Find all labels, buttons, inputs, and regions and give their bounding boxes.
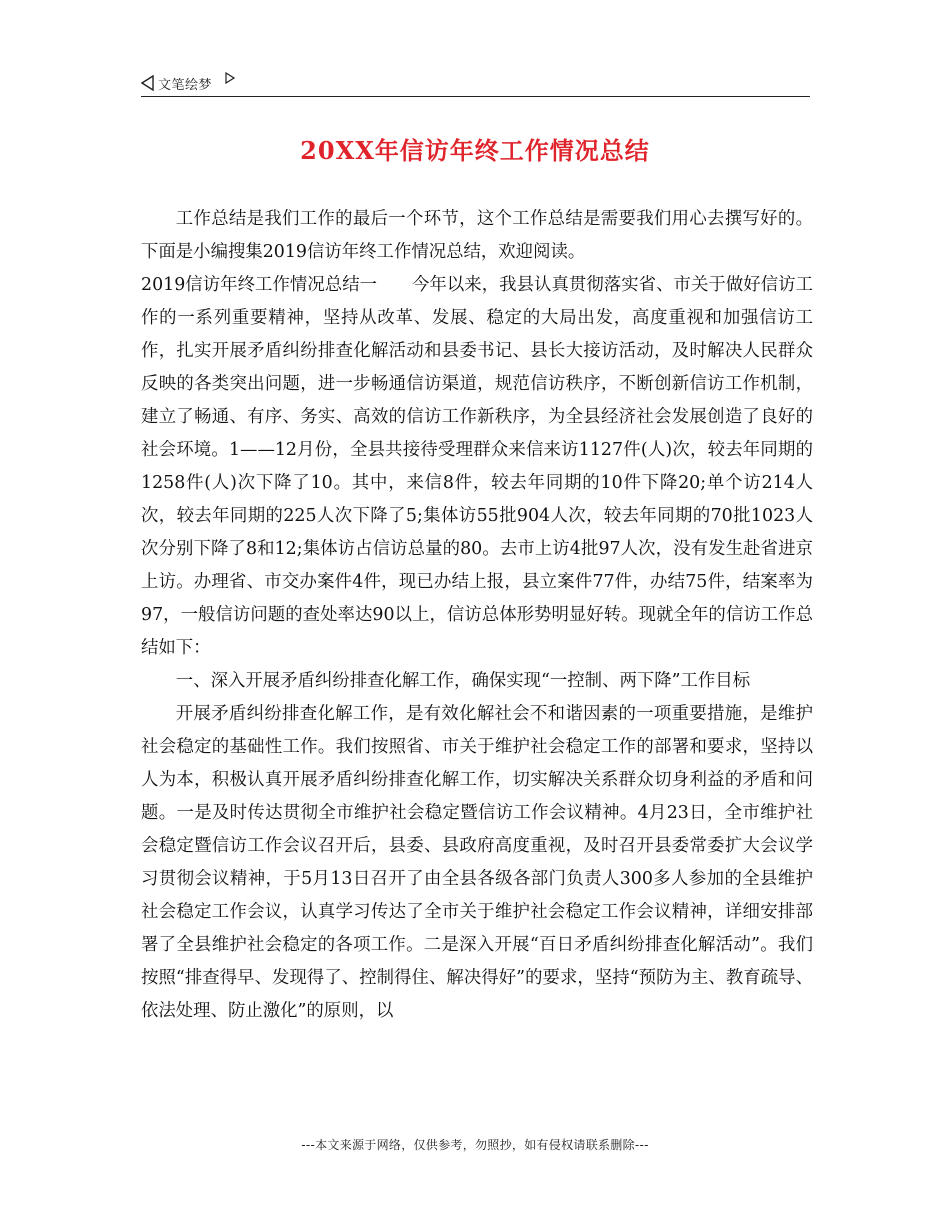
document-body — [141, 203, 813, 1028]
document-title: 20XX年信访年终工作情况总结 — [300, 136, 650, 165]
triangle-left-outline-icon — [141, 75, 155, 91]
summary-paragraph: 2019信访年终工作情况总结一 今年以来，我县认真贯彻落实省、市关于做好信访工作的一系列重要精神，坚持从改革、发展、稳定的大局出发，高度重视和加强信访工作，扎实开展矛盾纠纷排查化解活动和县委书记、县长大接访活动，及时解决人民群众反映的各类突出问题，进一步畅通信访渠道，规范信访秩序，不断创新信访工作机制，建立了畅通、有序、务实、高效的信访工作新秩序，为全县经济社会发展创造了良好的社会环境。1——12月份，全县共接待受理群众来信来访1127件(人)次，较去年同期的1258件(人)次下降了10。其中，来信8件，较去年同期的10件下降20;单个访214人次，较去年同期的225人次下降了5;集体访55批904人次，较去年同期的70批1023人次分别下降了8和12;集体访占信访总量的80。去市上访4批97人次，没有发生赴省进京上访。办理省、市交办案件4件，现已办结上报，县立案件77件，办结75件，结案率为97，一般信访问题的查处率达90以上，信访总体形势明显好转。现就全年的信访工作总结如下： — [141, 275, 813, 658]
section-heading-1: 一、深入开展矛盾纠纷排查化解工作，确保实现“一控制、两下降”工作目标 — [175, 671, 751, 691]
triangle-right-outline-icon — [225, 72, 235, 84]
footer-disclaimer: ---本文来源于网络，仅供参考，勿照抄，如有侵权请联系删除--- — [301, 1138, 649, 1152]
section-1-paragraph: 开展矛盾纠纷排查化解工作，是有效化解社会不和谐因素的一项重要措施，是维护社会稳定的基础性工作。我们按照省、市关于维护社会稳定工作的部署和要求，坚持以人为本，积极认真开展矛盾纠纷排查化解工作，切实解决关系群众切身利益的矛盾和问题。一是及时传达贯彻全市维护社会稳定暨信访工作会议精神。4月23日，全市维护社会稳定暨信访工作会议召开后，县委、县政府高度重视，及时召开县委常委扩大会议学习贯彻会议精神，于5月13日召开了由全县各级各部门负责人300多人参加的全县维护社会稳定工作会议，认真学习传达了全市关于维护社会稳定工作会议精神，详细安排部署了全县维护社会稳定的各项工作。二是深入开展“百日矛盾纠纷排查化解活动”。我们按照“排查得早、发现得了、控制得住、解决得好”的要求，坚持“预防为主、教育疏导、依法处理、防止激化”的原则，以 — [141, 704, 813, 1021]
header-brand-text: 文笔绘梦 — [158, 78, 213, 93]
page-header — [141, 70, 810, 97]
intro-paragraph: 工作总结是我们工作的最后一个环节，这个工作总结是需要我们用心去撰写好的。下面是小编搜集2019信访年终工作情况总结，欢迎阅读。 — [141, 209, 813, 262]
